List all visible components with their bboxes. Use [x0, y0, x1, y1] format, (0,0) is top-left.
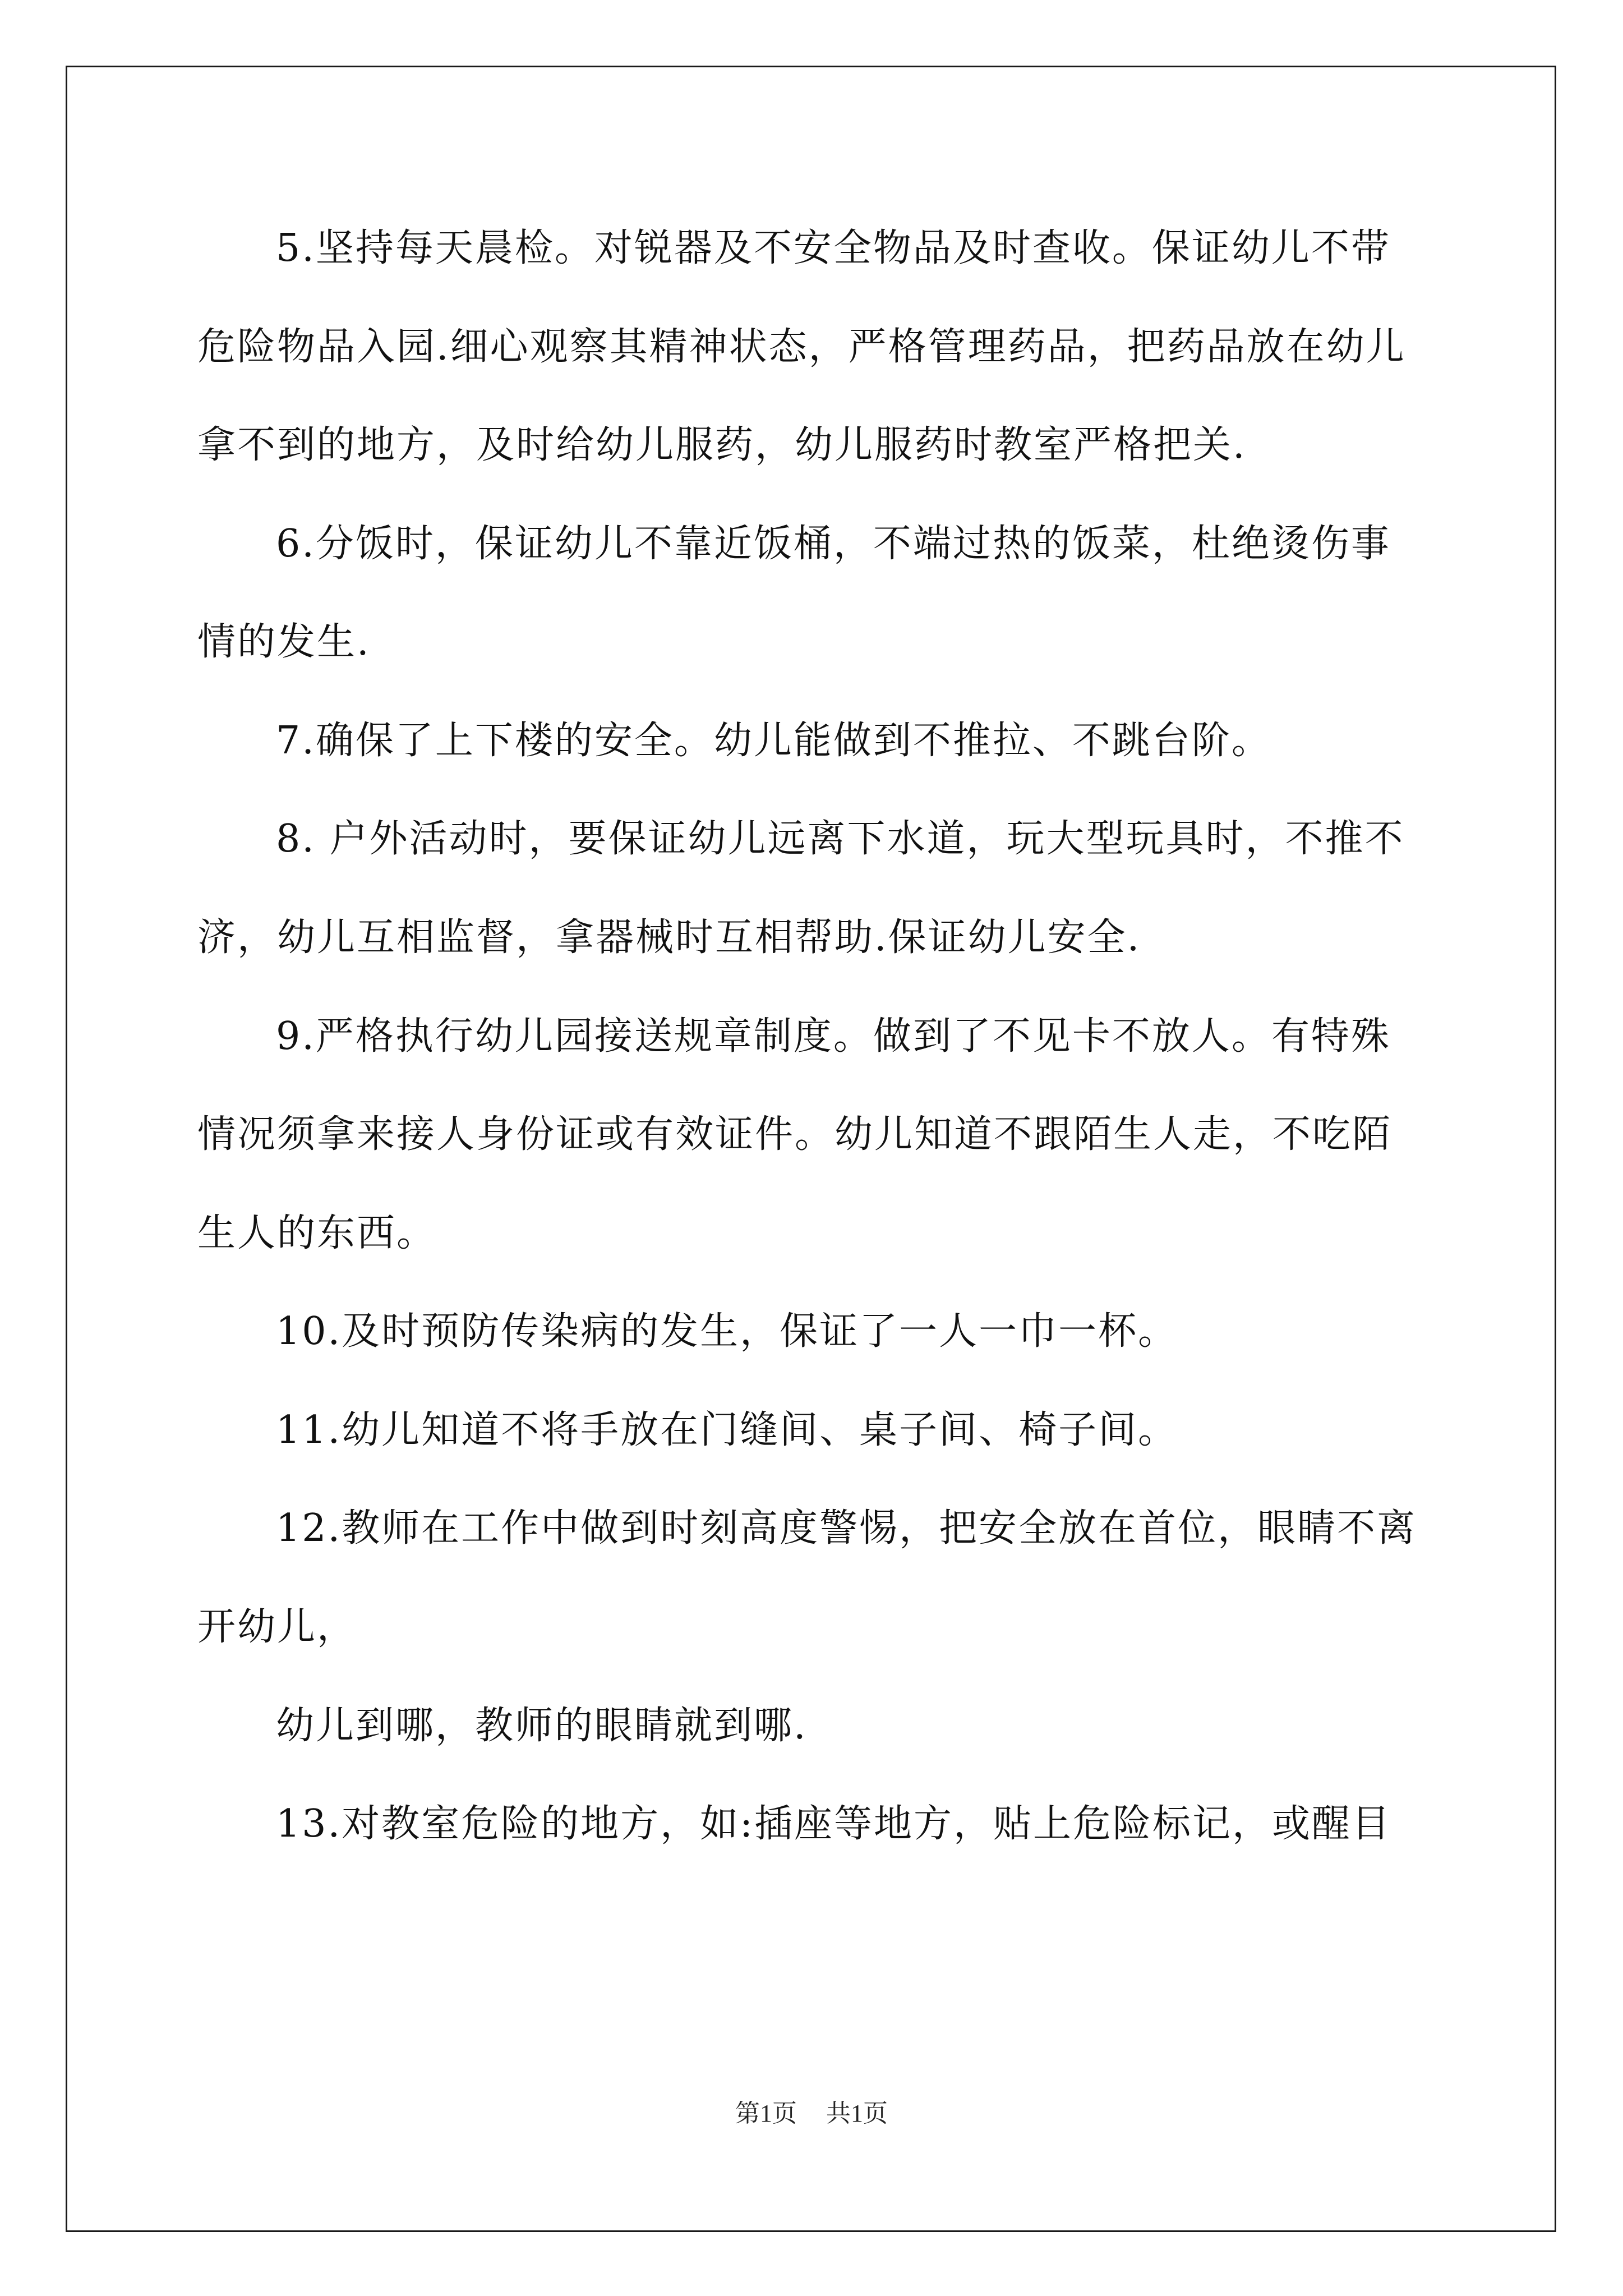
paragraph-7-line-1: 7.确保了上下楼的安全。幼儿能做到不推拉、不跳台阶。	[276, 719, 1271, 763]
paragraph-12-line-2: 开幼儿，	[197, 1605, 357, 1649]
paragraph-9-line-3: 生人的东西。	[197, 1211, 437, 1255]
paragraph-12b-line-1: 幼儿到哪，教师的眼睛就到哪.	[276, 1704, 808, 1748]
paragraph-6-line-1: 6.分饭时，保证幼儿不靠近饭桶，不端过热的饭菜，杜绝烫伤事	[276, 522, 1391, 566]
page-total: 共1页	[826, 2100, 888, 2127]
page-number: 第1页	[735, 2100, 797, 2127]
paragraph-9-line-1: 9.严格执行幼儿园接送规章制度。做到了不见卡不放人。有特殊	[276, 1014, 1391, 1059]
paragraph-9-line-2: 情况须拿来接人身份证或有效证件。幼儿知道不跟陌生人走，不吃陌	[197, 1112, 1393, 1157]
paragraph-5-line-2: 危险物品入园.细心观察其精神状态，严格管理药品，把药品放在幼儿	[197, 325, 1406, 369]
page-footer	[0, 2097, 1623, 2131]
paragraph-10-line-1: 10.及时预防传染病的发生，保证了一人一巾一杯。	[276, 1309, 1178, 1354]
paragraph-8-line-1: 8. 户外活动时，要保证幼儿远离下水道，玩大型玩具时，不推不	[276, 817, 1405, 861]
paragraph-5-line-3: 拿不到的地方，及时给幼儿服药，幼儿服药时教室严格把关.	[197, 423, 1247, 467]
paragraph-6-line-2: 情的发生.	[197, 620, 371, 664]
paragraph-12-line-1: 12.教师在工作中做到时刻高度警惕，把安全放在首位，眼睛不离	[276, 1506, 1417, 1550]
paragraph-13-line-1: 13.对教室危险的地方，如:插座等地方，贴上危险标记，或醒目	[276, 1802, 1392, 1846]
paragraph-5-line-1: 5.坚持每天晨检。对锐器及不安全物品及时查收。保证幼儿不带	[276, 226, 1391, 270]
paragraph-8-line-2: 济，幼儿互相监督，拿器械时互相帮助.保证幼儿安全.	[197, 915, 1141, 960]
paragraph-11-line-1: 11.幼儿知道不将手放在门缝间、桌子间、椅子间。	[276, 1408, 1178, 1452]
